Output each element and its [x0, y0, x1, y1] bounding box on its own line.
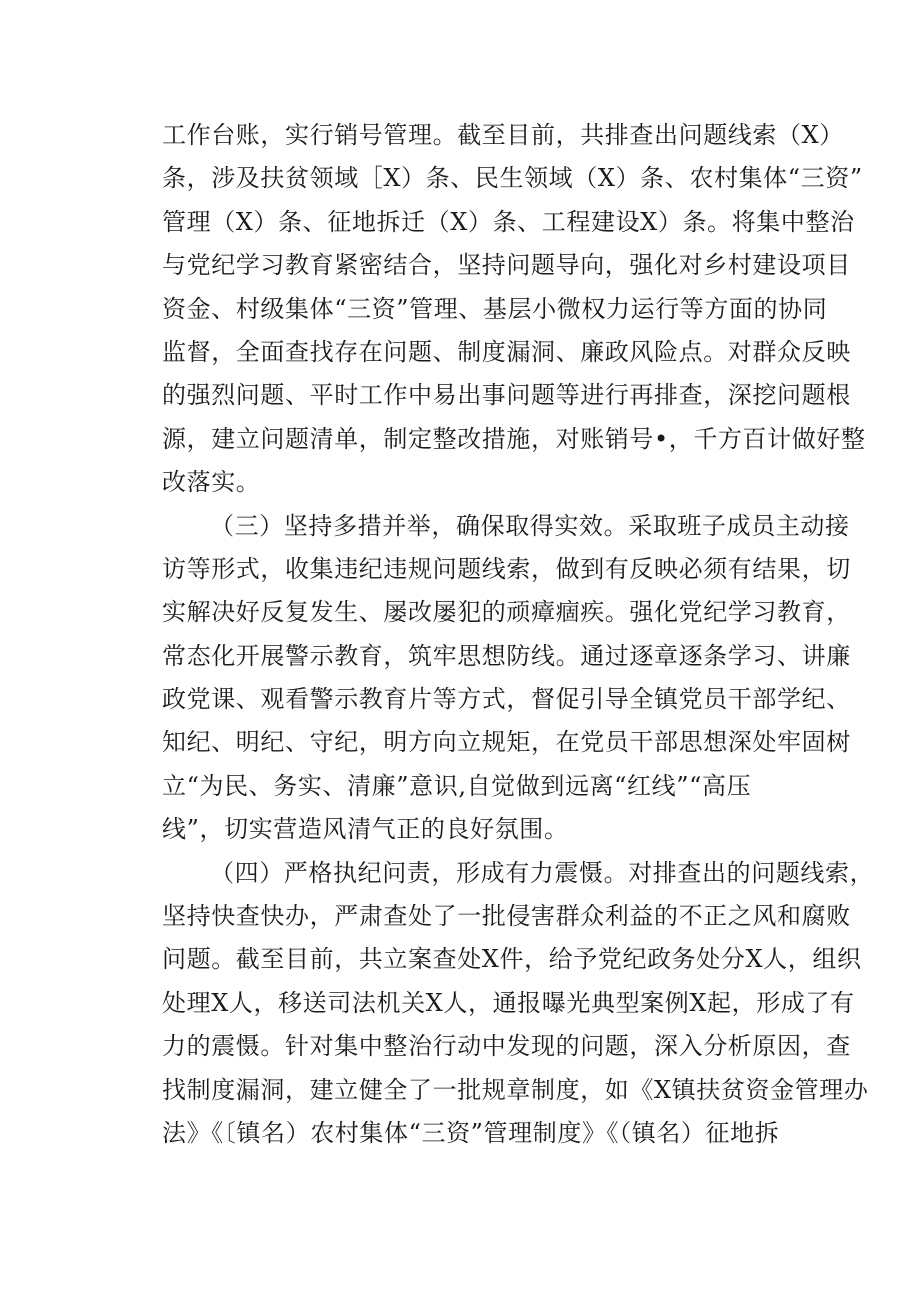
- text-line: 线”，切实营造风清气正的良好氛围。: [162, 815, 569, 844]
- text-line: 源，建立问题清单，制定整改措施，对账销号•，千方百计做好整: [162, 424, 866, 453]
- text-line: 访等形式，收集违纪违规问题线索，做到有反映必须有结果，切: [162, 554, 851, 583]
- text-line: 与党纪学习教育紧密结合，坚持问题导向，强化对乡村建设项目: [162, 251, 851, 280]
- body-text: [162, 114, 875, 1155]
- text-line: 问题。截至目前，共立案查处X件，给予党纪政务处分X人，组织: [162, 945, 862, 974]
- section-heading-line: （四）严格执纪问责，形成有力震慑。对排查出的问题线索，: [210, 858, 875, 887]
- text-line: 找制度漏洞，建立健全了一批规章制度，如《X镇扶贫资金管理办: [162, 1075, 869, 1104]
- text-line: 实解决好反复发生、屡改屡犯的顽瘴痼疾。强化党纪学习教育，: [162, 598, 851, 627]
- text-line: 的强烈问题、平时工作中易出事问题等进行再排查，深挖问题根: [162, 381, 851, 410]
- text-line: 处理X人，移送司法机关X人，通报曝光典型案例X起，形成了有: [162, 988, 855, 1017]
- text-line: 法》《〔镇名）农村集体“三资”管理制度》《（镇名）征地拆: [162, 1118, 780, 1147]
- section-heading-line: （三）坚持多措并举，确保取得实效。采取班子成员主动接: [210, 511, 850, 540]
- text-line: 政党课、观看警示教育片等方式，督促引导全镇党员干部学纪、: [162, 685, 851, 714]
- text-line: 管理（X）条、征地拆迁（X）条、工程建设X）条。将集中整治: [162, 207, 855, 236]
- text-line: 工作台账，实行销号管理。截至目前，共排查出问题线索（X）: [162, 121, 844, 149]
- text-line: 坚持快查快办，严肃查处了一批侵害群众利益的不正之风和腐败: [162, 902, 851, 931]
- text-line: 资金、村级集体“三资”管理、基层小微权力运行等方面的协同: [162, 294, 828, 323]
- text-line: 立“为民、务实、清廉”意识,自觉做到远离“红线”“高压: [162, 771, 752, 800]
- text-line: 条，涉及扶贫领域［X）条、民生领域（X）条、农村集体“三资”: [162, 164, 863, 193]
- text-line: 改落实。: [162, 468, 261, 497]
- text-line: 知纪、明纪、守纪，明方向立规矩，在党员干部思想深处牢固树: [162, 728, 851, 757]
- text-line: 监督，全面查找存在问题、制度漏洞、廉政风险点。对群众反映: [162, 337, 851, 366]
- text-line: 力的震慑。针对集中整治行动中发现的问题，深入分析原因，查: [162, 1032, 851, 1061]
- text-line: 常态化开展警示教育，筑牢思想防线。通过逐章逐条学习、讲廉: [162, 641, 851, 670]
